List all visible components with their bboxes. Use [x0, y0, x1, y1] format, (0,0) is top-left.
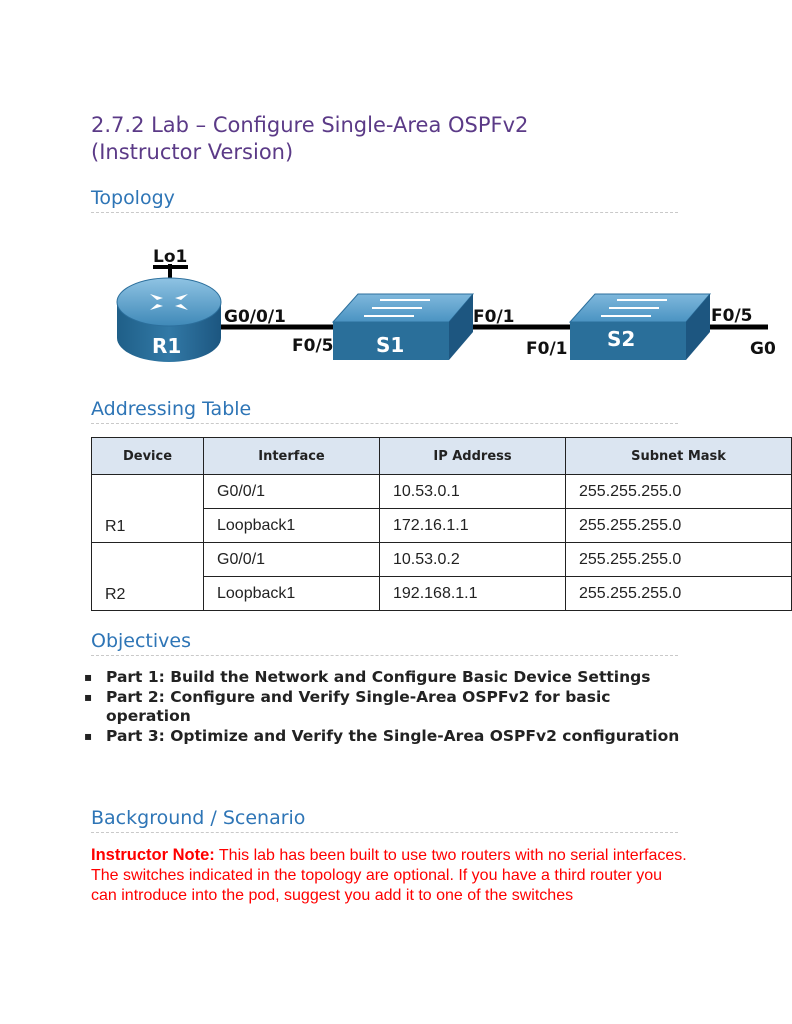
table-row: [92, 475, 792, 509]
ip-cell: 10.53.0.1: [380, 475, 566, 509]
table-header-row: [92, 438, 792, 475]
s1-f01-label: F0/1: [473, 307, 515, 327]
switch-s2-label: S2: [607, 327, 636, 351]
s2-f01-label: F0/1: [526, 339, 568, 359]
mask-cell: 255.255.255.0: [566, 577, 792, 611]
switch-icon: [570, 294, 710, 360]
bullet-icon: ▪: [84, 689, 93, 704]
mask-cell: 255.255.255.0: [566, 475, 792, 509]
s2-f05-label: F0/5: [711, 306, 753, 326]
router-r1-label: R1: [152, 334, 182, 358]
col-header-interface: Interface: [204, 438, 380, 475]
col-header-ip: IP Address: [380, 438, 566, 475]
instructor-note-label: Instructor Note:: [91, 846, 215, 864]
s1-f05-label: F0/5: [292, 336, 334, 356]
ip-cell: 10.53.0.2: [380, 543, 566, 577]
device-cell: R1: [92, 475, 204, 543]
r2-interface-partial-label: G0: [750, 339, 776, 359]
background-heading: Background / Scenario: [91, 806, 678, 833]
interface-cell: G0/0/1: [204, 543, 380, 577]
addressing-table: [91, 437, 792, 611]
title-line-1: 2.7.2 Lab – Configure Single-Area OSPFv2: [91, 113, 529, 137]
objective-text: Part 1: Build the Network and Configure Basic Device Settings: [106, 668, 651, 686]
addressing-table-heading: Addressing Table: [91, 397, 678, 424]
r1-g001-label: G0/0/1: [224, 307, 286, 327]
interface-cell: Loopback1: [204, 577, 380, 611]
list-item: [84, 727, 684, 747]
switch-s1-label: S1: [376, 333, 405, 357]
col-header-device: Device: [92, 438, 204, 475]
instructor-note: [91, 845, 691, 906]
topology-diagram: [0, 238, 776, 373]
ip-cell: 172.16.1.1: [380, 509, 566, 543]
page-title: [91, 112, 731, 166]
loopback-label: Lo1: [153, 247, 188, 267]
title-line-2: (Instructor Version): [91, 140, 294, 164]
ip-cell: 192.168.1.1: [380, 577, 566, 611]
objectives-list: [84, 668, 684, 747]
list-item: [84, 668, 684, 688]
mask-cell: 255.255.255.0: [566, 543, 792, 577]
table-row: [92, 543, 792, 577]
instructor-note-text: This lab has been built to use two routers with no serial interfaces. The switches indicated in the topology are optional. If you have a third router you can introduce into the pod, suggest you add it to one of the switches: [91, 847, 687, 904]
bullet-icon: ▪: [84, 670, 93, 684]
interface-cell: G0/0/1: [204, 475, 380, 509]
bullet-icon: ▪: [84, 729, 93, 744]
list-item: [84, 688, 684, 727]
objectives-heading: Objectives: [91, 629, 678, 656]
objective-text: Part 2: Configure and Verify Single-Area OSPFv2 for basic operation: [106, 687, 611, 726]
col-header-mask: Subnet Mask: [566, 438, 792, 475]
topology-heading: Topology: [91, 186, 678, 213]
device-cell: R2: [92, 543, 204, 611]
mask-cell: 255.255.255.0: [566, 509, 792, 543]
interface-cell: Loopback1: [204, 509, 380, 543]
objective-text: Part 3: Optimize and Verify the Single-Area OSPFv2 configuration: [106, 727, 680, 746]
